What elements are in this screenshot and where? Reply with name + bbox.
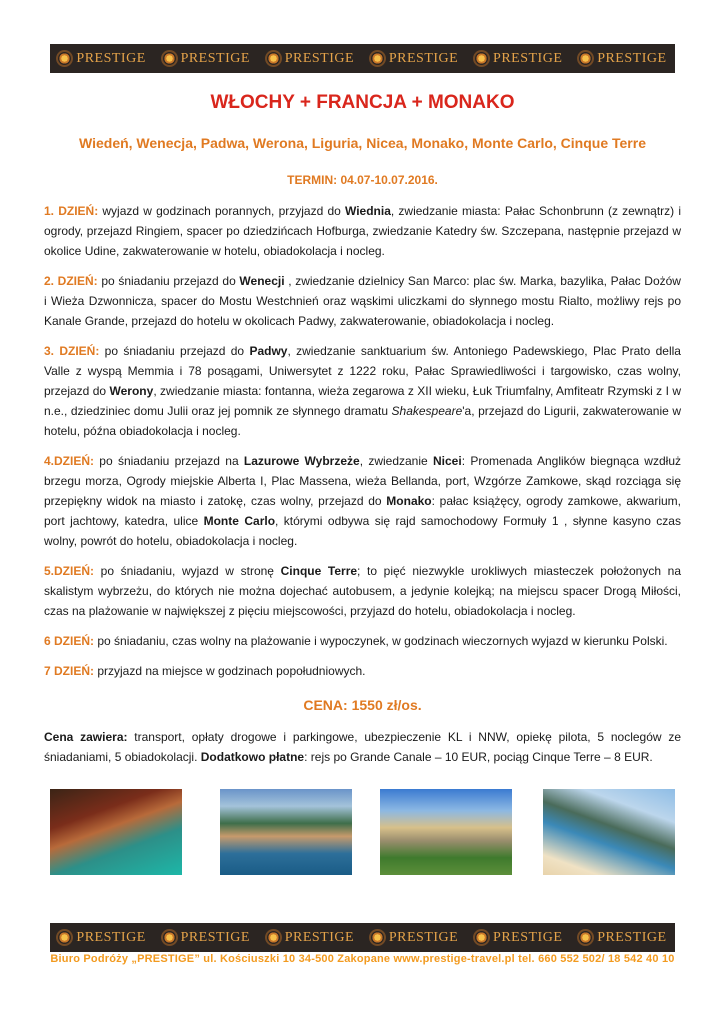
text-run: po śniadaniu przejazd do <box>99 344 250 358</box>
text-run: : Promenada Anglików biegnąca wzdłuż brzegu morza, Ogrody miejskie Alberta I, Plac Massena, wieża Bellanda, port, Wzgórze Zamkowe, skąd rozciąga się przepiękny widok na miasto i zatokę, czas wolny, przejazd do <box>44 454 681 508</box>
sun-emblem-icon <box>163 52 176 65</box>
day-label: 2. DZIEŃ: <box>44 274 98 288</box>
text-run: transport, opłaty drogowe i parkingowe, ubezpieczenie KL i NNW, opiekę pilota, 5 noclegów ze śniadaniami, 5 obiadokolacji. <box>44 730 682 764</box>
brand-name: PRESTIGE <box>180 50 250 66</box>
text-run: Wiednia <box>344 204 391 218</box>
sun-emblem-icon <box>579 931 592 944</box>
sun-emblem-icon <box>58 931 71 944</box>
prestige-logo <box>163 51 250 67</box>
itinerary-day <box>44 341 681 441</box>
itinerary-day <box>44 201 681 261</box>
text-run: Monte Carlo <box>203 514 276 528</box>
brand-name: PRESTIGE <box>493 50 563 66</box>
monte-carlo-casino-photo <box>380 789 512 875</box>
sun-emblem-icon <box>475 52 488 65</box>
brand-name: PRESTIGE <box>284 929 355 945</box>
itinerary <box>44 201 681 777</box>
photo-strip <box>50 789 675 875</box>
prestige-logo <box>579 930 666 946</box>
prestige-logo <box>267 51 354 67</box>
brand-name: PRESTIGE <box>76 50 146 66</box>
day-label: 7 DZIEŃ: <box>44 664 95 678</box>
text-run: ; to pięć niezwykle urokliwych miasteczek położonych na skalistym wybrzeżu, do których nie można dojechać autobusem, a jedynie kolejką; na miejscu spacer Drogą Miłości, czas na plażowanie w największej z pięciu miejscowości, przyjazd do hotelu, obiadokolacja i nocleg. <box>44 564 681 618</box>
day-label: 1. DZIEŃ: <box>44 204 99 218</box>
price: CENA: 1550 zł/os. <box>303 697 422 713</box>
sun-emblem-icon <box>267 931 280 944</box>
itinerary-day <box>44 631 681 651</box>
liguria-beach-photo <box>543 789 675 875</box>
text-run: Dodatkowo płatne <box>200 750 305 764</box>
itinerary-day <box>44 561 681 621</box>
text-run: : pałac książęcy, ogrody zamkowe, akwarium, port jachtowy, katedra, ulice <box>44 494 681 528</box>
text-run: Cena zawiera: <box>44 730 128 744</box>
sun-emblem-icon <box>58 52 71 65</box>
sun-emblem-icon <box>475 931 488 944</box>
text-run: 'a, przejazd do Ligurii, zakwaterowanie w hotelu, późna obiadokolacja i nocleg. <box>44 404 681 438</box>
brand-name: PRESTIGE <box>284 50 355 66</box>
day-list <box>44 201 681 681</box>
day-label: 4.DZIEŃ: <box>44 454 95 468</box>
page-title: WŁOCHY + FRANCJA + MONAKO <box>210 92 515 113</box>
text-run: , zwiedzanie miasta: fontanna, wieża zegarowa z XII wieku, Łuk Triumfalny, Amfiteatr Rzymski z I w n.e., dziedziniec domu Julii oraz jej pomnik ze słynnego dramatu <box>44 384 681 418</box>
brand-name: PRESTIGE <box>388 50 459 66</box>
itinerary-day <box>44 661 681 681</box>
prestige-logo <box>58 51 145 67</box>
text-run: Shakespeare <box>391 404 463 418</box>
text-run: przyjazd na miejsce w godzinach popołudniowych. <box>94 664 366 678</box>
text-run: , zwiedzanie <box>359 454 433 468</box>
sun-emblem-icon <box>163 931 176 944</box>
text-run: Padwy <box>249 344 288 358</box>
text-run: , którymi odbywa się rajd samochodowy Formuły 1 , słynne kasyno czas wolny, powrót do hotelu, obiadokolacja i nocleg. <box>44 514 681 548</box>
prestige-logo <box>579 51 666 67</box>
brand-name: PRESTIGE <box>388 929 459 945</box>
text-run: po śniadaniu przejazd do <box>97 274 240 288</box>
text-run: po śniadaniu, czas wolny na plażowanie i wypoczynek, w godzinach wieczornych wyjazd w kierunku Polski. <box>94 634 668 648</box>
day-label: 3. DZIEŃ: <box>44 344 100 358</box>
text-run: : rejs po Grande Canale – 10 EUR, pociąg Cinque Terre – 8 EUR. <box>304 750 653 764</box>
prestige-logo <box>475 930 562 946</box>
text-run: , zwiedzanie miasta: Pałac Schonbrunn (z zewnątrz) i ogrody, przejazd Ringiem, spacer po dziedzińcach Hofburga, zwiedzanie Katedry św. Szczepana, następnie przejazd w okolice Udine, zakwaterowanie w hotelu, obiadokolacja i nocleg. <box>44 204 681 258</box>
venice-canal-photo <box>50 789 182 875</box>
day-label: 5.DZIEŃ: <box>44 564 95 578</box>
page-subtitle: Wiedeń, Wenecja, Padwa, Werona, Liguria, Nicea, Monako, Monte Carlo, Cinque Terre <box>79 135 646 151</box>
text-run: Nicei <box>433 454 462 468</box>
prestige-logo <box>267 930 354 946</box>
text-run: Wenecji <box>239 274 285 288</box>
text-run: po śniadaniu, wyjazd w stronę <box>94 564 281 578</box>
prestige-logo <box>371 930 458 946</box>
header-banner <box>50 44 675 73</box>
itinerary-day <box>44 271 681 331</box>
brand-name: PRESTIGE <box>597 50 667 66</box>
agency-contact: Biuro Podróży „PRESTIGE” ul. Kościuszki 10 34-500 Zakopane www.prestige-travel.pl tel. 660 552 502/ 18 542 40 10 <box>50 953 675 965</box>
text-run: wyjazd w godzinach porannych, przyjazd do <box>98 204 345 218</box>
prestige-logo <box>475 51 562 67</box>
text-run: Monako <box>386 494 432 508</box>
itinerary-day <box>44 451 681 551</box>
sun-emblem-icon <box>579 52 592 65</box>
text-run: po śniadaniu przejazd na <box>94 454 244 468</box>
brand-name: PRESTIGE <box>180 929 250 945</box>
sun-emblem-icon <box>371 52 384 65</box>
price-includes <box>44 727 681 767</box>
brand-name: PRESTIGE <box>493 929 563 945</box>
brand-name: PRESTIGE <box>76 929 146 945</box>
trip-dates: TERMIN: 04.07-10.07.2016. <box>287 173 438 187</box>
prestige-logo <box>58 930 145 946</box>
prestige-logo <box>163 930 250 946</box>
footer-banner <box>50 923 675 952</box>
text-run: Lazurowe Wybrzeże <box>243 454 360 468</box>
sun-emblem-icon <box>371 931 384 944</box>
prestige-logo <box>371 51 458 67</box>
brand-name: PRESTIGE <box>597 929 667 945</box>
day-label: 6 DZIEŃ: <box>44 634 95 648</box>
text-run: , zwiedzanie dzielnicy San Marco: plac św. Marka, bazylika, Pałac Dożów i Wieża Dzwonnicza, spacer do Mostu Westchnień oraz wąskimi uliczkami do słynnego mostu Rialto, możliwy rejs po Kanale Grande, przejazd do hotelu w okolicach Padwy, zakwaterowanie, obiadokolacja i nocleg. <box>44 274 681 328</box>
cinque-terre-photo <box>220 789 352 875</box>
text-run: Werony <box>109 384 154 398</box>
text-run: , zwiedzanie sanktuarium św. Antoniego Padewskiego, Plac Prato della Valle z wyspą Memmia i 78 posągami, Uniwersytet z 1222 roku, Pałac Sprawiedliwości i targowisko, czas wolny, przejazd do <box>44 344 681 398</box>
text-run: Cinque Terre <box>280 564 358 578</box>
sun-emblem-icon <box>267 52 280 65</box>
